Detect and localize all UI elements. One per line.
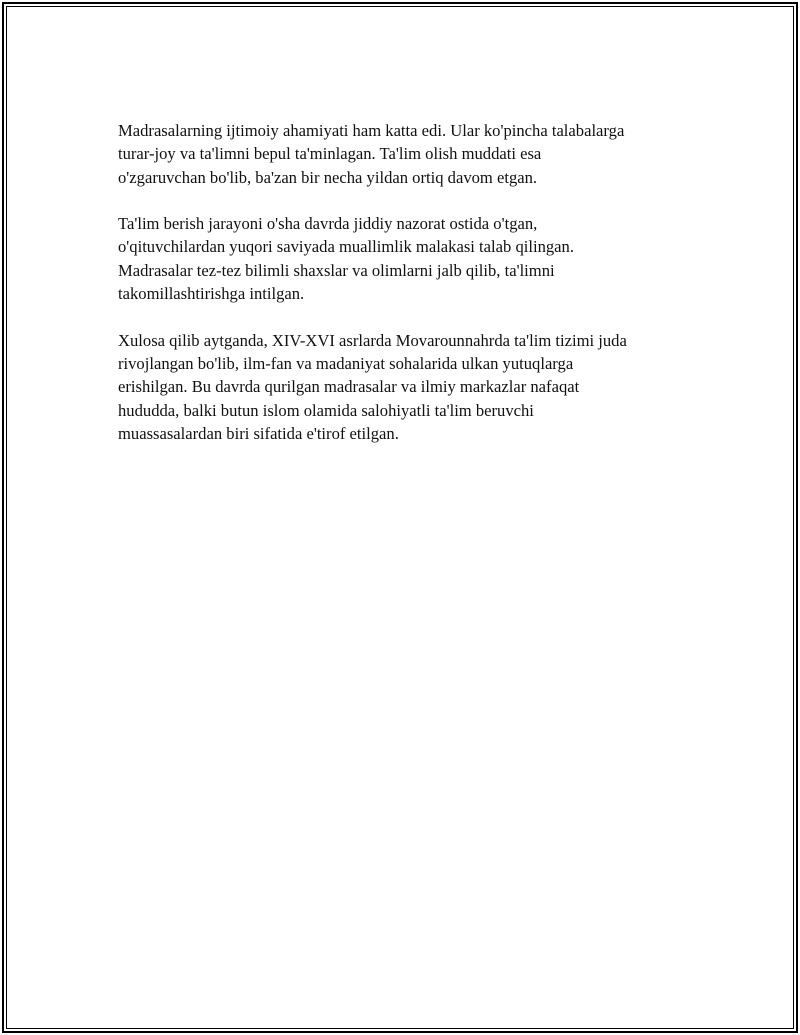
- paragraph-1: Madrasalarning ijtimoiy ahamiyati ham katta edi. Ular ko'pincha talabalarga turar-joy va ta'limni bepul ta'minlagan. Ta'lim olish muddati esa o'zgaruvchan bo'lib, ba'zan bir necha yildan ortiq davom etgan.: [118, 121, 625, 187]
- paragraph-3: Xulosa qilib aytganda, XIV-XVI asrlarda Movarounnahrda ta'lim tizimi juda rivojlangan bo'lib, ilm-fan va madaniyat sohalarida ulkan yutuqlarga erishilgan. Bu davrda qurilgan madrasalar va ilmiy markazlar nafaqat hududda, balki butun islom olamida salohiyatli ta'lim beruvchi muassasalardan biri sifatida e'tirof etilgan.: [118, 330, 627, 443]
- document-body: [118, 119, 698, 468]
- paragraph-2: Ta'lim berish jarayoni o'sha davrda jiddiy nazorat ostida o'tgan, o'qituvchilardan yuqori saviyada muallimlik malakasi talab qilingan. Madrasalar tez-tez bilimli shaxslar va olimlarni jalb qilib, ta'limni takomillashtirishga intilgan.: [118, 214, 574, 304]
